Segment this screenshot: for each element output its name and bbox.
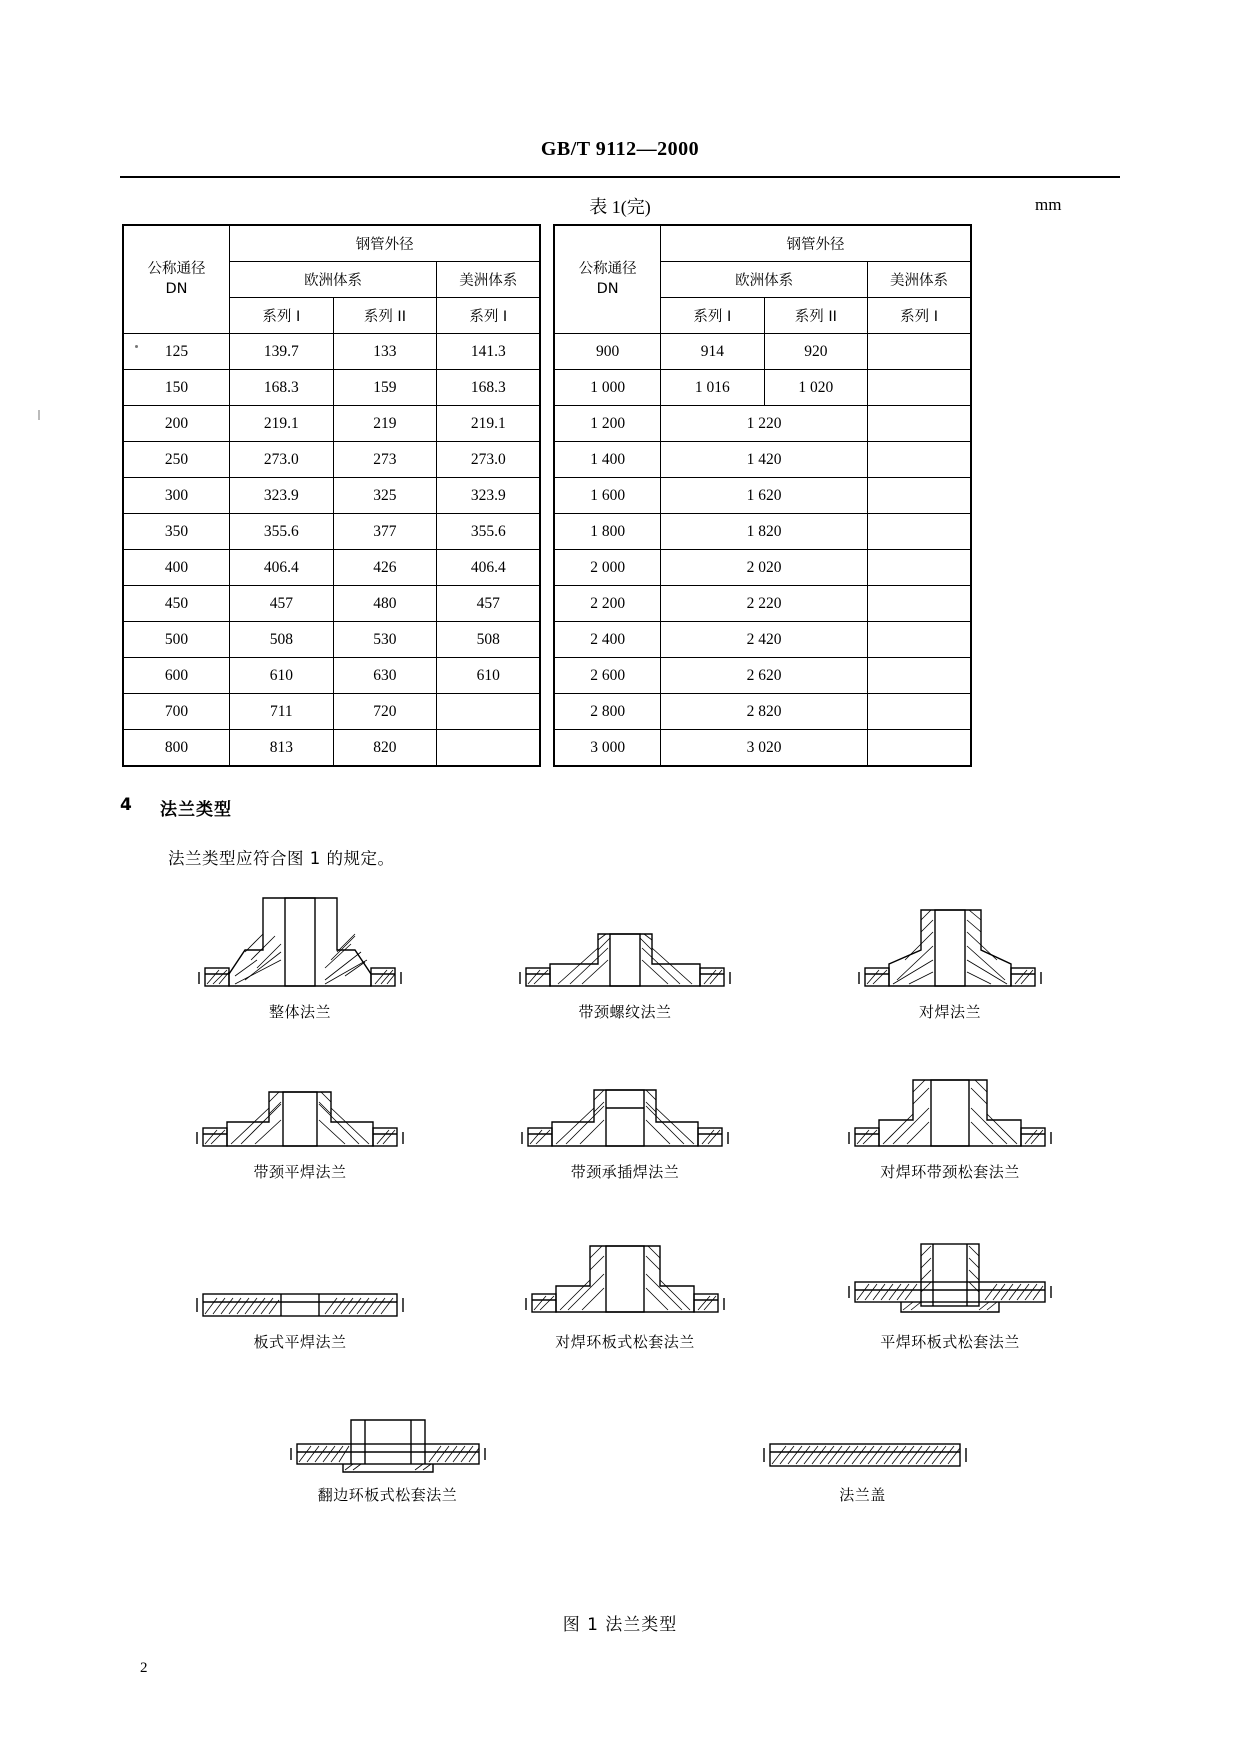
cell-a1-r	[868, 622, 971, 658]
cell-e1: 813	[229, 730, 333, 767]
figure-row-2	[150, 1070, 1100, 1182]
cell-span-r: 1 420	[661, 442, 868, 478]
cell-e1: 219.1	[229, 406, 333, 442]
table-row	[123, 334, 971, 370]
cell-a1-r	[868, 730, 971, 767]
cell-a1	[437, 730, 541, 767]
cell-a1-r	[868, 370, 971, 406]
cell-e2: 133	[333, 334, 437, 370]
figure-item-flared-ring-plate-flange	[238, 1398, 538, 1505]
header-dn-left-abbr: DN	[165, 280, 188, 297]
cell-dn-r: 900	[554, 334, 660, 370]
figure-item-welding-neck-flange	[800, 890, 1100, 1022]
blind-flange-drawing	[748, 1398, 978, 1478]
cell-dn: 800	[123, 730, 229, 767]
table-row	[123, 406, 971, 442]
cell-e2: 530	[333, 622, 437, 658]
table-gap	[540, 370, 554, 406]
table-row	[123, 730, 971, 767]
flared-ring-plate-flange-drawing	[273, 1398, 503, 1478]
pipe-od-table-wrapper	[122, 224, 972, 767]
cell-e2: 720	[333, 694, 437, 730]
figure-item-slipon-neck-flange	[150, 1070, 450, 1182]
cell-dn: 125	[123, 334, 229, 370]
scan-speck-2	[38, 410, 40, 420]
cell-dn: 450	[123, 586, 229, 622]
cell-a1-r	[868, 334, 971, 370]
table-row	[123, 478, 971, 514]
table-gap	[540, 586, 554, 622]
cell-a1-r	[868, 550, 971, 586]
cell-a1: 219.1	[437, 406, 541, 442]
figure-caption: 翻边环板式松套法兰	[317, 1486, 458, 1504]
cell-e1: 139.7	[229, 334, 333, 370]
cell-e2: 219	[333, 406, 437, 442]
header-od-left: 钢管外径	[229, 225, 540, 262]
cell-dn: 400	[123, 550, 229, 586]
figure-caption: 法兰盖	[839, 1486, 886, 1504]
cell-e1-r: 914	[661, 334, 765, 370]
cell-span-r: 1 820	[661, 514, 868, 550]
section-body-text: 法兰类型应符合图 1 的规定。	[168, 849, 395, 868]
header-america-left: 美洲体系	[437, 262, 541, 298]
page-number: 2	[140, 1660, 148, 1676]
table-gap	[540, 442, 554, 478]
cell-e2: 820	[333, 730, 437, 767]
figure-item-slipon-ring-plate-flange	[800, 1230, 1100, 1352]
table-gap	[540, 730, 554, 767]
table-row	[123, 658, 971, 694]
cell-dn-r: 1 800	[554, 514, 660, 550]
figure-item-blind-flange	[713, 1398, 1013, 1505]
table-header-row-2	[123, 262, 971, 298]
integral-flange-drawing	[185, 890, 415, 995]
figure-item-plate-flange	[150, 1240, 450, 1352]
table-row	[123, 694, 971, 730]
socket-weld-neck-flange-drawing	[510, 1070, 740, 1155]
figure-item-integral-flange	[150, 890, 450, 1022]
cell-a1-r	[868, 586, 971, 622]
table-header-row-1	[123, 225, 971, 262]
figure-title: 图 1 法兰类型	[562, 1615, 678, 1635]
figure-item-socket-weld-neck-flange	[475, 1070, 775, 1182]
cell-a1: 508	[437, 622, 541, 658]
cell-e2: 426	[333, 550, 437, 586]
cell-e1: 355.6	[229, 514, 333, 550]
cell-e1: 508	[229, 622, 333, 658]
figure-row-3	[150, 1230, 1100, 1352]
figure-caption: 带颈承插焊法兰	[570, 1163, 680, 1181]
section-number: 4	[120, 795, 132, 815]
cell-span-r: 3 020	[661, 730, 868, 767]
cell-span-r: 2 420	[661, 622, 868, 658]
cell-dn-r: 2 400	[554, 622, 660, 658]
cell-e2: 630	[333, 658, 437, 694]
header-europe-right: 欧洲体系	[661, 262, 868, 298]
cell-e2: 273	[333, 442, 437, 478]
cell-dn-r: 1 600	[554, 478, 660, 514]
cell-a1: 141.3	[437, 334, 541, 370]
cell-e2: 480	[333, 586, 437, 622]
cell-dn-r: 1 000	[554, 370, 660, 406]
cell-dn-r: 2 200	[554, 586, 660, 622]
cell-dn: 150	[123, 370, 229, 406]
cell-span-r: 1 220	[661, 406, 868, 442]
cell-e1-r: 1 016	[661, 370, 765, 406]
cell-a1-r	[868, 406, 971, 442]
header-europe-left: 欧洲体系	[229, 262, 436, 298]
figure-caption: 带颈平焊法兰	[253, 1163, 347, 1181]
cell-a1-r	[868, 694, 971, 730]
table-gap	[540, 298, 554, 334]
table-gap	[540, 478, 554, 514]
cell-e1: 168.3	[229, 370, 333, 406]
header-dn-left	[123, 225, 229, 334]
cell-dn: 300	[123, 478, 229, 514]
pipe-od-table	[122, 224, 972, 767]
slipon-neck-flange-drawing	[185, 1070, 415, 1155]
cell-span-r: 2 220	[661, 586, 868, 622]
table-row	[123, 514, 971, 550]
cell-dn-r: 1 200	[554, 406, 660, 442]
cell-e1: 610	[229, 658, 333, 694]
figure-caption: 对焊环带颈松套法兰	[880, 1163, 1020, 1181]
threaded-neck-flange-drawing	[510, 890, 740, 995]
cell-a1-r	[868, 658, 971, 694]
cell-dn-r: 1 400	[554, 442, 660, 478]
cell-a1: 457	[437, 586, 541, 622]
table-gap	[540, 514, 554, 550]
cell-dn: 600	[123, 658, 229, 694]
cell-e2: 377	[333, 514, 437, 550]
cell-dn: 350	[123, 514, 229, 550]
cell-e1: 406.4	[229, 550, 333, 586]
cell-a1-r	[868, 478, 971, 514]
table-body	[123, 334, 971, 767]
cell-a1: 323.9	[437, 478, 541, 514]
lap-joint-welding-neck-flange-drawing	[835, 1070, 1065, 1155]
figure-row-4	[150, 1398, 1100, 1505]
header-dn-right-cn: 公称通径	[578, 260, 637, 277]
cell-e1: 273.0	[229, 442, 333, 478]
table-row	[123, 550, 971, 586]
welding-neck-flange-drawing	[835, 890, 1065, 995]
cell-a1: 610	[437, 658, 541, 694]
header-dn-right-abbr: DN	[596, 280, 619, 297]
cell-dn-r: 2 000	[554, 550, 660, 586]
cell-e2-r: 1 020	[764, 370, 868, 406]
cell-a1	[437, 694, 541, 730]
cell-a1: 273.0	[437, 442, 541, 478]
lap-joint-plate-flange-drawing	[510, 1230, 740, 1325]
figure-item-lap-joint-plate-flange	[475, 1230, 775, 1352]
table-row	[123, 370, 971, 406]
cell-a1: 406.4	[437, 550, 541, 586]
table-unit-label: mm	[1035, 195, 1062, 214]
cell-a1-r	[868, 442, 971, 478]
cell-e2: 325	[333, 478, 437, 514]
cell-e1: 457	[229, 586, 333, 622]
header-dn-right	[554, 225, 660, 334]
cell-dn-r: 2 800	[554, 694, 660, 730]
header-series1-right: 系列 I	[661, 298, 765, 334]
cell-dn: 500	[123, 622, 229, 658]
cell-dn-r: 3 000	[554, 730, 660, 767]
figure-caption: 对焊法兰	[918, 1003, 981, 1021]
table-gap	[540, 694, 554, 730]
figure-row-1	[150, 890, 1100, 1022]
cell-a1: 355.6	[437, 514, 541, 550]
table-row	[123, 442, 971, 478]
plate-flange-drawing	[185, 1240, 415, 1325]
header-america-right: 美洲体系	[868, 262, 971, 298]
table-row	[123, 586, 971, 622]
header-dn-left-cn: 公称通径	[147, 260, 206, 277]
table-gap	[540, 225, 554, 262]
cell-a1: 168.3	[437, 370, 541, 406]
table-header-row-3	[123, 298, 971, 334]
cell-dn-r: 2 600	[554, 658, 660, 694]
figure-item-threaded-neck-flange	[475, 890, 775, 1022]
page-header: GB/T 9112—2000	[540, 138, 700, 160]
header-series1b-left: 系列 I	[437, 298, 541, 334]
cell-e1: 711	[229, 694, 333, 730]
figure-item-lap-joint-welding-neck-flange	[800, 1070, 1100, 1182]
cell-dn: 700	[123, 694, 229, 730]
cell-e1: 323.9	[229, 478, 333, 514]
cell-span-r: 2 020	[661, 550, 868, 586]
header-od-right: 钢管外径	[661, 225, 971, 262]
header-series2-right: 系列 II	[764, 298, 868, 334]
cell-span-r: 2 820	[661, 694, 868, 730]
figure-caption: 带颈螺纹法兰	[578, 1003, 672, 1021]
header-series1-left: 系列 I	[229, 298, 333, 334]
figure-caption: 平焊环板式松套法兰	[880, 1333, 1020, 1351]
cell-a1-r	[868, 514, 971, 550]
cell-dn: 250	[123, 442, 229, 478]
table-gap	[540, 658, 554, 694]
table-gap	[540, 406, 554, 442]
figure-caption: 板式平焊法兰	[253, 1333, 347, 1351]
table-caption: 表 1(完)	[589, 197, 651, 217]
header-series1b-right: 系列 I	[868, 298, 971, 334]
figure-1	[150, 890, 1100, 1515]
figure-caption: 对焊环板式松套法兰	[555, 1333, 695, 1351]
table-row	[123, 622, 971, 658]
table-gap	[540, 622, 554, 658]
figure-caption: 整体法兰	[268, 1003, 331, 1021]
slipon-ring-plate-flange-drawing	[835, 1230, 1065, 1325]
header-series2-left: 系列 II	[333, 298, 437, 334]
section-title: 法兰类型	[160, 800, 232, 820]
cell-e2: 159	[333, 370, 437, 406]
header-rule	[120, 176, 1120, 178]
table-gap	[540, 334, 554, 370]
cell-e2-r: 920	[764, 334, 868, 370]
table-gap	[540, 262, 554, 298]
cell-dn: 200	[123, 406, 229, 442]
cell-span-r: 2 620	[661, 658, 868, 694]
cell-span-r: 1 620	[661, 478, 868, 514]
table-gap	[540, 550, 554, 586]
